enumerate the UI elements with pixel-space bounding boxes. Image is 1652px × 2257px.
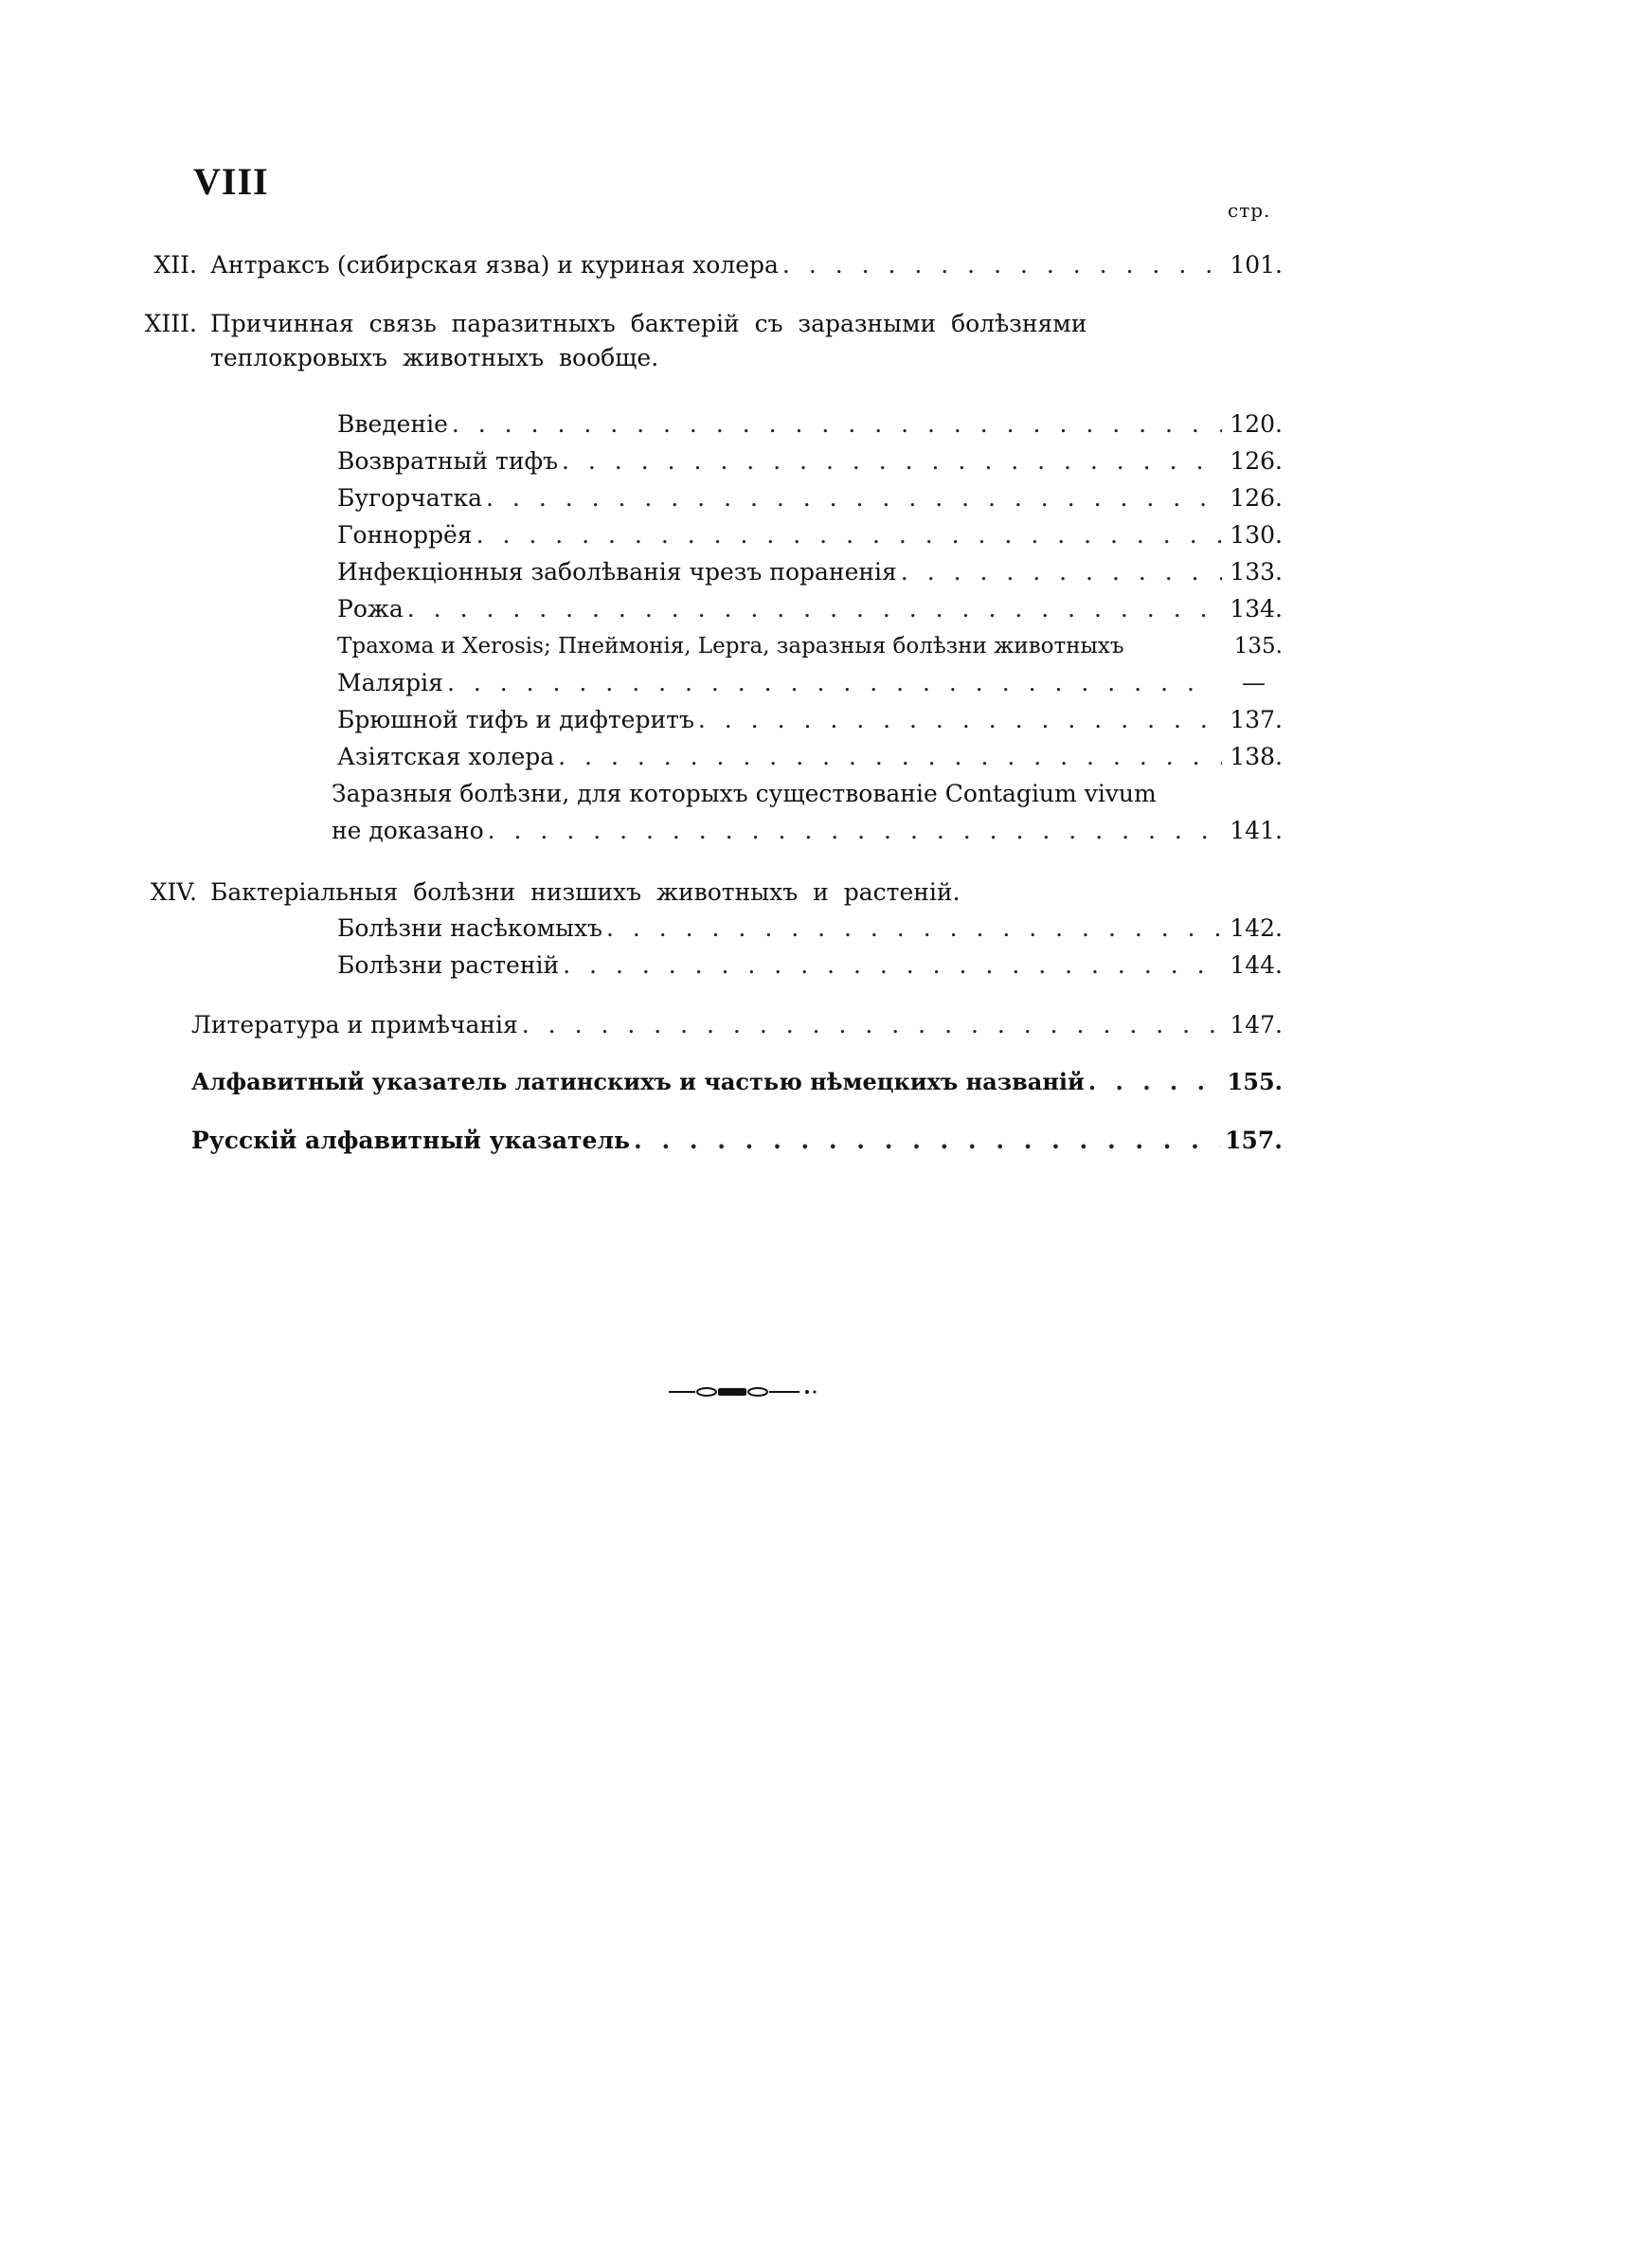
toc-subentry (337, 557, 1283, 587)
entry-title: Литература и примѣчанія (191, 1011, 518, 1038)
page-ref: 141. (1230, 817, 1283, 844)
toc-subentry (337, 913, 1283, 944)
subentry-title: Инфекціонныя заболѣванія чрезъ пораненія (337, 558, 897, 586)
toc-subentry (337, 520, 1283, 551)
toc-subentry (337, 446, 1283, 477)
subentry-title: Заразныя болѣзни, для которыхъ существованіе Contagium vivum (332, 780, 1157, 807)
dot-leader (558, 742, 1222, 772)
chapter-title-line-1: Причинная связь паразитныхъ бактерій съ заразными болѣзнями (210, 310, 1087, 337)
subentry-title: Азіятская холера (337, 743, 555, 770)
dot-leader (486, 483, 1222, 514)
toc-subentry (337, 594, 1283, 624)
page-ref: 138. (1230, 743, 1283, 770)
subentry-title: Гонноррёя (337, 521, 473, 549)
dot-leader (563, 950, 1222, 981)
page-ref: 134. (1230, 595, 1283, 623)
subentry-title: Малярія (337, 669, 443, 696)
page-ref: 126. (1230, 447, 1283, 475)
dot-leader (407, 594, 1222, 624)
dot-leader (698, 705, 1222, 735)
toc-entry-russian-index (191, 1126, 1283, 1156)
subentry-title: Болѣзни насѣкомыхъ (337, 914, 602, 942)
toc-subentry (337, 705, 1283, 735)
subentry-title: Болѣзни растеній (337, 951, 560, 979)
dot-leader (488, 816, 1222, 846)
page-ref: 137. (1230, 706, 1283, 733)
toc-subentry (337, 631, 1283, 661)
toc-entry-literature (191, 1010, 1283, 1040)
page-ref: 126. (1230, 484, 1283, 512)
dot-leader (634, 1126, 1221, 1156)
subentry-title: Рожа (337, 595, 404, 623)
column-header-pages: стр. (1228, 199, 1271, 222)
page-ref: 130. (1230, 521, 1283, 549)
dot-leader (1088, 1067, 1222, 1097)
subentry-title: Трахома и Xerosis; Пнеймонія, Lepra, заразныя болѣзни животныхъ (337, 634, 1124, 659)
subentry-title: Введеніе (337, 410, 448, 438)
toc-entry-xiv (112, 876, 961, 910)
dot-leader (452, 409, 1222, 440)
page-ref: 147. (1230, 1011, 1283, 1038)
toc-subentry (332, 779, 1283, 809)
dot-leader (901, 557, 1222, 587)
chapter-number: XII. (153, 251, 197, 279)
chapter-number: XIV. (150, 878, 197, 906)
toc-entry-xiii (112, 307, 1086, 375)
dot-leader (782, 250, 1222, 280)
subentry-title: не доказано (332, 817, 484, 844)
chapter-title-line-2: теплокровыхъ животныхъ вообще. (210, 344, 659, 371)
page-ref: 133. (1230, 558, 1283, 586)
entry-title: Русскій алфавитный указатель (191, 1127, 631, 1154)
toc-subentry (337, 742, 1283, 772)
subentry-title: Возвратный тифъ (337, 447, 559, 475)
toc-entry-xii (112, 250, 1283, 280)
dot-leader (522, 1010, 1222, 1040)
page-ref: 142. (1230, 914, 1283, 942)
dot-leader (476, 520, 1222, 551)
chapter-title: Антраксъ (сибирская язва) и куриная холера (210, 251, 779, 279)
toc-subentry (337, 668, 1266, 698)
entry-title: Алфавитный указатель латинскихъ и частью нѣмецкихъ названій (191, 1068, 1085, 1095)
dot-leader (447, 668, 1205, 698)
toc-subentry (337, 409, 1283, 440)
toc-subentry (337, 950, 1283, 981)
toc-subentry (337, 483, 1283, 514)
subentry-title: Брюшной тифъ и дифтеритъ (337, 706, 694, 733)
toc-entry-latin-index (191, 1067, 1283, 1097)
page-ref: 135. (1233, 634, 1283, 659)
subentry-title: Бугорчатка (337, 484, 483, 512)
decorative-ornament (667, 1385, 818, 1399)
page-ref: 101. (1230, 251, 1283, 279)
page-ref: 155. (1227, 1068, 1283, 1095)
chapter-number: XIII. (144, 310, 197, 337)
toc-subentry (332, 816, 1283, 846)
page-number: VIII (193, 160, 269, 203)
chapter-title: Бактеріальныя болѣзни низшихъ животныхъ и растеній. (210, 878, 961, 906)
dot-leader (606, 913, 1222, 944)
dot-leader (562, 446, 1222, 477)
page-ref: 144. (1230, 951, 1283, 979)
page-ref: — (1242, 669, 1266, 696)
page-ref: 120. (1230, 410, 1283, 438)
page-ref: 157. (1225, 1127, 1283, 1154)
